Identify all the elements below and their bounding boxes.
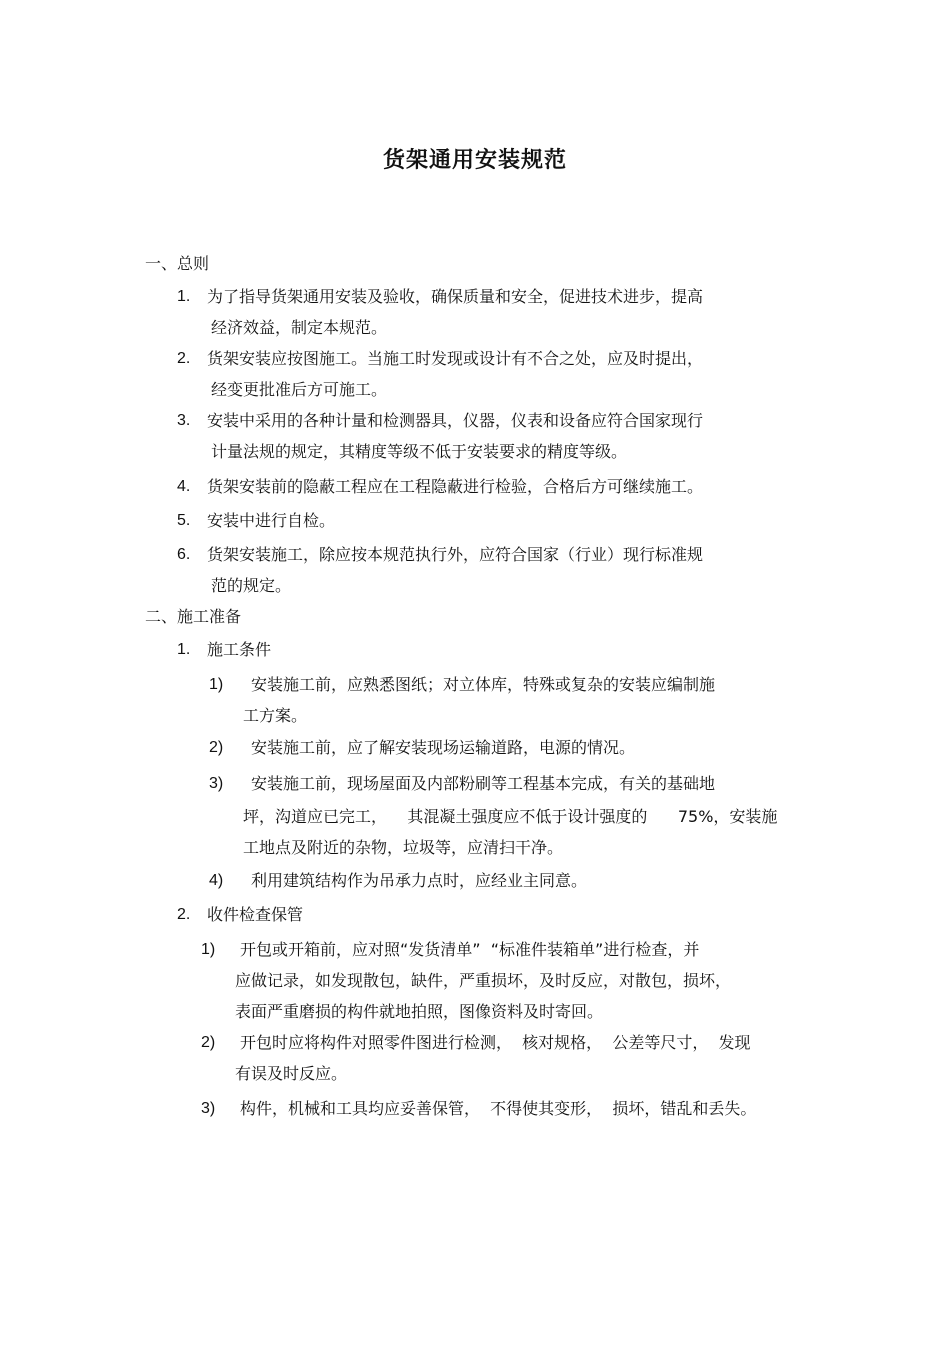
- list-item-text: 开包或开箱前，应对照“发货清单” “标准件装箱单”进行检查，并: [240, 940, 700, 959]
- list-item-text: 构件，机械和工具均应妥善保管， 不得使其变形， 损坏，错乱和丢失。: [240, 1099, 757, 1118]
- list-item-text: 货架安装施工，除应按本规范执行外，应符合国家（行业）现行标准规: [207, 545, 704, 564]
- list-item-text: 货架安装应按图施工。当施工时发现或设计有不合之处，应及时提出，: [207, 349, 704, 368]
- list-item-text: 安装中采用的各种计量和检测器具，仪器，仪表和设备应符合国家现行: [207, 411, 704, 430]
- list-item-text: 利用建筑结构作为吊承力点时，应经业主同意。: [251, 871, 588, 890]
- section-heading-general: 一、总则: [145, 254, 210, 273]
- list-item-number: 2): [209, 739, 224, 756]
- list-item-text: 工地点及附近的杂物，垃圾等，应清扫干净。: [243, 838, 564, 857]
- list-item-text: 开包时应将构件对照零件图进行检测， 核对规格， 公差等尺寸， 发现: [240, 1033, 751, 1052]
- list-item-number: 3): [209, 775, 224, 792]
- list-item-text: 货架安装前的隐蔽工程应在工程隐蔽进行检验，合格后方可继续施工。: [207, 477, 704, 496]
- list-item-text: 表面严重磨损的构件就地拍照，图像资料及时寄回。: [235, 1002, 604, 1021]
- document-title: 货架通用安装规范: [382, 148, 567, 173]
- list-item-number: 6.: [177, 546, 191, 563]
- section-heading-preparation: 二、施工准备: [145, 607, 242, 626]
- list-item-text: 安装施工前，应了解安装现场运输道路，电源的情况。: [251, 738, 636, 757]
- list-item-text: 安装施工前，现场屋面及内部粉刷等工程基本完成，有关的基础地: [251, 774, 716, 793]
- list-item-number: 4.: [177, 478, 191, 495]
- list-item-text: 安装施工前，应熟悉图纸；对立体库，特殊或复杂的安装应编制施: [251, 675, 716, 694]
- list-item-text: 应做记录，如发现散包，缺件，严重损坏，及时反应，对散包，损坏，: [235, 971, 732, 990]
- subsection-label: 收件检查保管: [207, 905, 304, 924]
- list-item-text: 有误及时反应。: [235, 1064, 348, 1083]
- list-item-number: 2): [201, 1034, 216, 1051]
- list-item-number: 4): [209, 872, 224, 889]
- list-item-number: 5.: [177, 512, 191, 529]
- list-item-number: 1): [209, 676, 224, 693]
- list-item-text: 计量法规的规定，其精度等级不低于安装要求的精度等级。: [211, 442, 628, 461]
- subsection-label: 施工条件: [207, 640, 272, 659]
- list-item-text: 为了指导货架通用安装及验收，确保质量和安全，促进技术进步，提高: [207, 287, 704, 306]
- subsection-number: 2.: [177, 906, 191, 923]
- list-item-number: 3): [201, 1100, 216, 1117]
- list-item-number: 3.: [177, 412, 191, 429]
- list-item-text: 经变更批准后方可施工。: [211, 380, 388, 399]
- list-item-text: 坪，沟道应已完工， 其混凝土强度应不低于设计强度的 75%，安装施: [243, 807, 778, 826]
- list-item-text: 安装中进行自检。: [207, 511, 336, 530]
- list-item-number: 1.: [177, 288, 191, 305]
- list-item-number: 2.: [177, 350, 191, 367]
- list-item-text: 工方案。: [243, 706, 308, 725]
- list-item-text: 范的规定。: [211, 576, 292, 595]
- list-item-text: 经济效益，制定本规范。: [211, 318, 388, 337]
- list-item-number: 1): [201, 941, 216, 958]
- subsection-number: 1.: [177, 641, 191, 658]
